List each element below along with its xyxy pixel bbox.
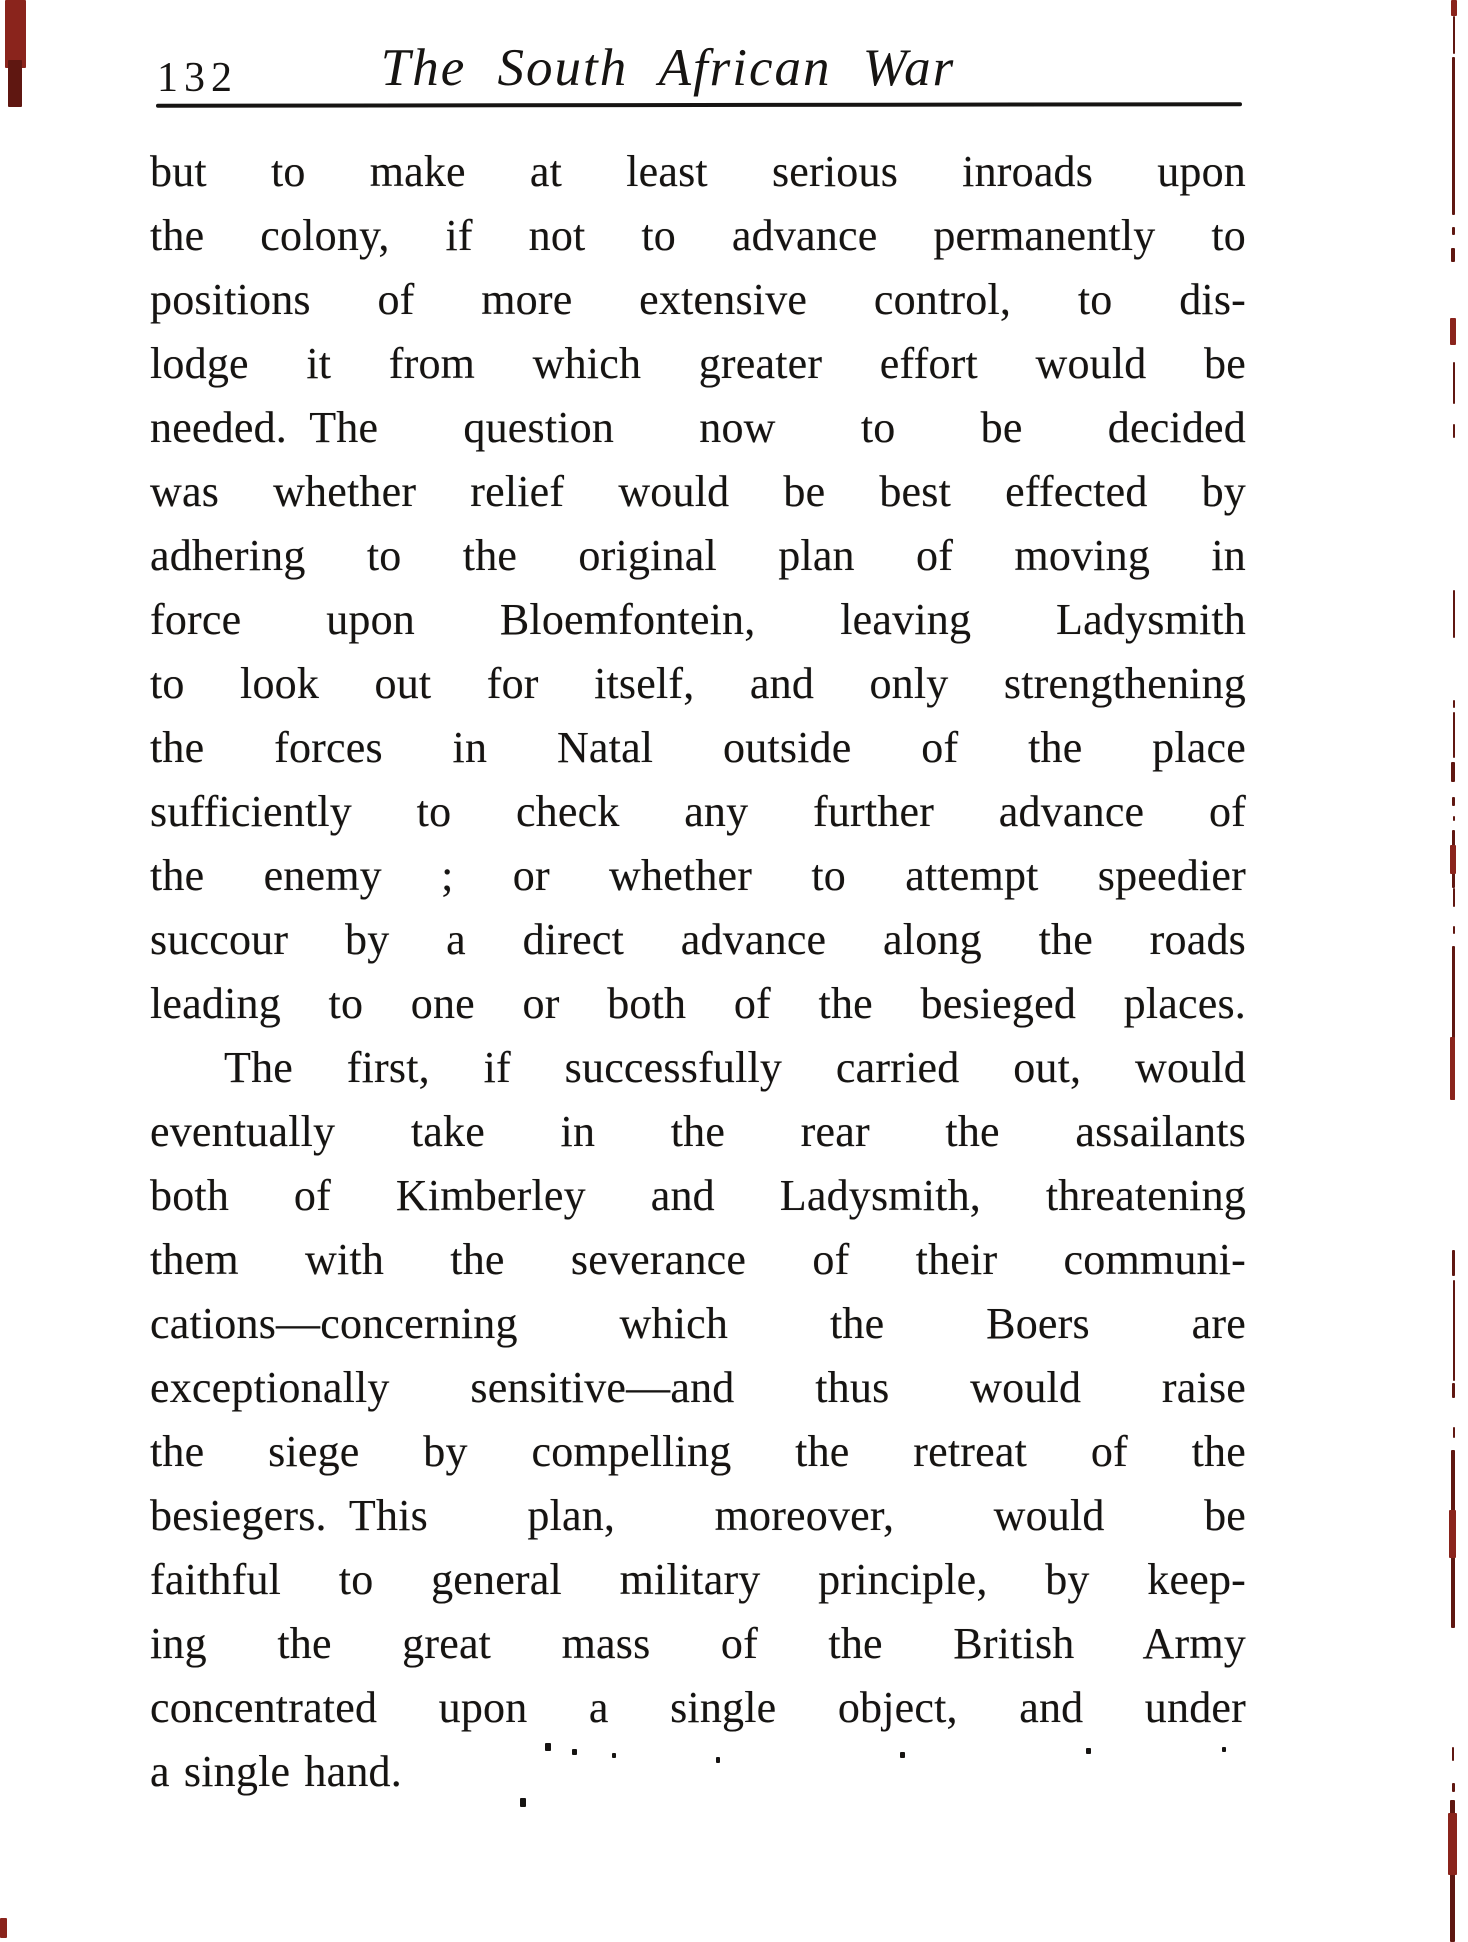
text-line: them with the severance of their communi- bbox=[150, 1235, 1246, 1284]
ink-speck bbox=[1222, 1747, 1226, 1752]
right-edge-segment bbox=[1453, 590, 1455, 638]
ink-speck bbox=[1086, 1748, 1091, 1754]
text-line: but to make at least serious inroads upon bbox=[150, 147, 1246, 196]
text-line: concentrated upon a single object, and under bbox=[150, 1683, 1246, 1732]
right-edge-segment bbox=[1451, 762, 1455, 782]
text-line: eventually take in the rear the assailants bbox=[150, 1107, 1246, 1156]
right-edge-segment bbox=[1453, 816, 1455, 821]
right-edge-segment bbox=[1452, 227, 1455, 235]
text-line: positions of more extensive control, to dis- bbox=[150, 275, 1246, 324]
text-line: was whether relief would be best effected by bbox=[150, 467, 1246, 516]
text-line: the forces in Natal outside of the place bbox=[150, 723, 1246, 772]
right-edge-segment bbox=[1453, 888, 1455, 907]
right-edge-segment bbox=[1449, 1510, 1456, 1558]
text-line: leading to one or both of the besieged places. bbox=[150, 979, 1246, 1028]
right-edge-segment bbox=[1453, 362, 1455, 404]
right-edge-segment bbox=[1450, 845, 1456, 874]
text-line: the colony, if not to advance permanently to bbox=[150, 211, 1246, 260]
text-line: force upon Bloemfontein, leaving Ladysmith bbox=[150, 595, 1246, 644]
text-line: cations—concerning which the Boers are bbox=[150, 1299, 1246, 1348]
text-line: lodge it from which greater effort would be bbox=[150, 339, 1246, 388]
right-edge-segment bbox=[1450, 318, 1456, 345]
right-edge-segment bbox=[1453, 1280, 1455, 1381]
text-line: both of Kimberley and Ladysmith, threatening bbox=[150, 1171, 1246, 1220]
right-edge-segment bbox=[1452, 57, 1455, 215]
text-line: needed. The question now to be decided bbox=[150, 403, 1246, 452]
text-line: ing the great mass of the British Army bbox=[150, 1619, 1246, 1668]
page-number: 132 bbox=[157, 55, 238, 101]
right-edge-segment bbox=[1452, 1383, 1455, 1398]
ink-speck bbox=[612, 1753, 616, 1758]
left-bottom-speck bbox=[0, 1918, 7, 1938]
ink-speck bbox=[520, 1798, 526, 1807]
ink-speck bbox=[545, 1743, 551, 1751]
right-edge-segment bbox=[1450, 1037, 1455, 1100]
text-line: the enemy ; or whether to attempt speedier bbox=[150, 851, 1246, 900]
right-edge-segment bbox=[1451, 0, 1457, 16]
right-edge-segment bbox=[1452, 1747, 1454, 1761]
text-line: faithful to general military principle, by keep- bbox=[150, 1555, 1246, 1604]
left-top-mark-lower bbox=[8, 60, 22, 107]
running-title: The South African War bbox=[380, 39, 956, 97]
text-line: sufficiently to check any further advance of bbox=[150, 787, 1246, 836]
right-edge-segment bbox=[1451, 248, 1455, 262]
text-line: besiegers. This plan, moreover, would be bbox=[150, 1491, 1246, 1540]
right-edge-segment bbox=[1453, 424, 1455, 438]
body-text-block bbox=[150, 140, 1246, 1804]
text-line: The first, if successfully carried out, would bbox=[224, 1043, 1246, 1092]
ink-speck bbox=[716, 1757, 720, 1763]
ink-speck bbox=[572, 1749, 577, 1755]
right-edge-segment bbox=[1452, 1250, 1455, 1276]
text-line: a single hand. bbox=[150, 1747, 402, 1796]
text-line: to look out for itself, and only strengthening bbox=[150, 659, 1246, 708]
text-line: succour by a direct advance along the roads bbox=[150, 915, 1246, 964]
text-line: exceptionally sensitive—and thus would raise bbox=[150, 1363, 1246, 1412]
ink-speck bbox=[900, 1752, 905, 1758]
right-edge-segment bbox=[1453, 700, 1455, 708]
text-line: adhering to the original plan of moving in bbox=[150, 531, 1246, 580]
right-edge-segment bbox=[1453, 16, 1455, 54]
text-line: the siege by compelling the retreat of the bbox=[150, 1427, 1246, 1476]
header-rule bbox=[156, 102, 1242, 108]
right-edge-segment bbox=[1452, 797, 1455, 806]
right-edge-segment bbox=[1453, 712, 1455, 758]
left-top-mark-upper bbox=[5, 0, 26, 68]
right-edge-segment bbox=[1448, 1813, 1457, 1875]
right-edge-segment bbox=[1453, 1427, 1455, 1438]
right-edge-segment bbox=[1453, 926, 1455, 934]
right-edge-segment bbox=[1452, 1783, 1455, 1792]
